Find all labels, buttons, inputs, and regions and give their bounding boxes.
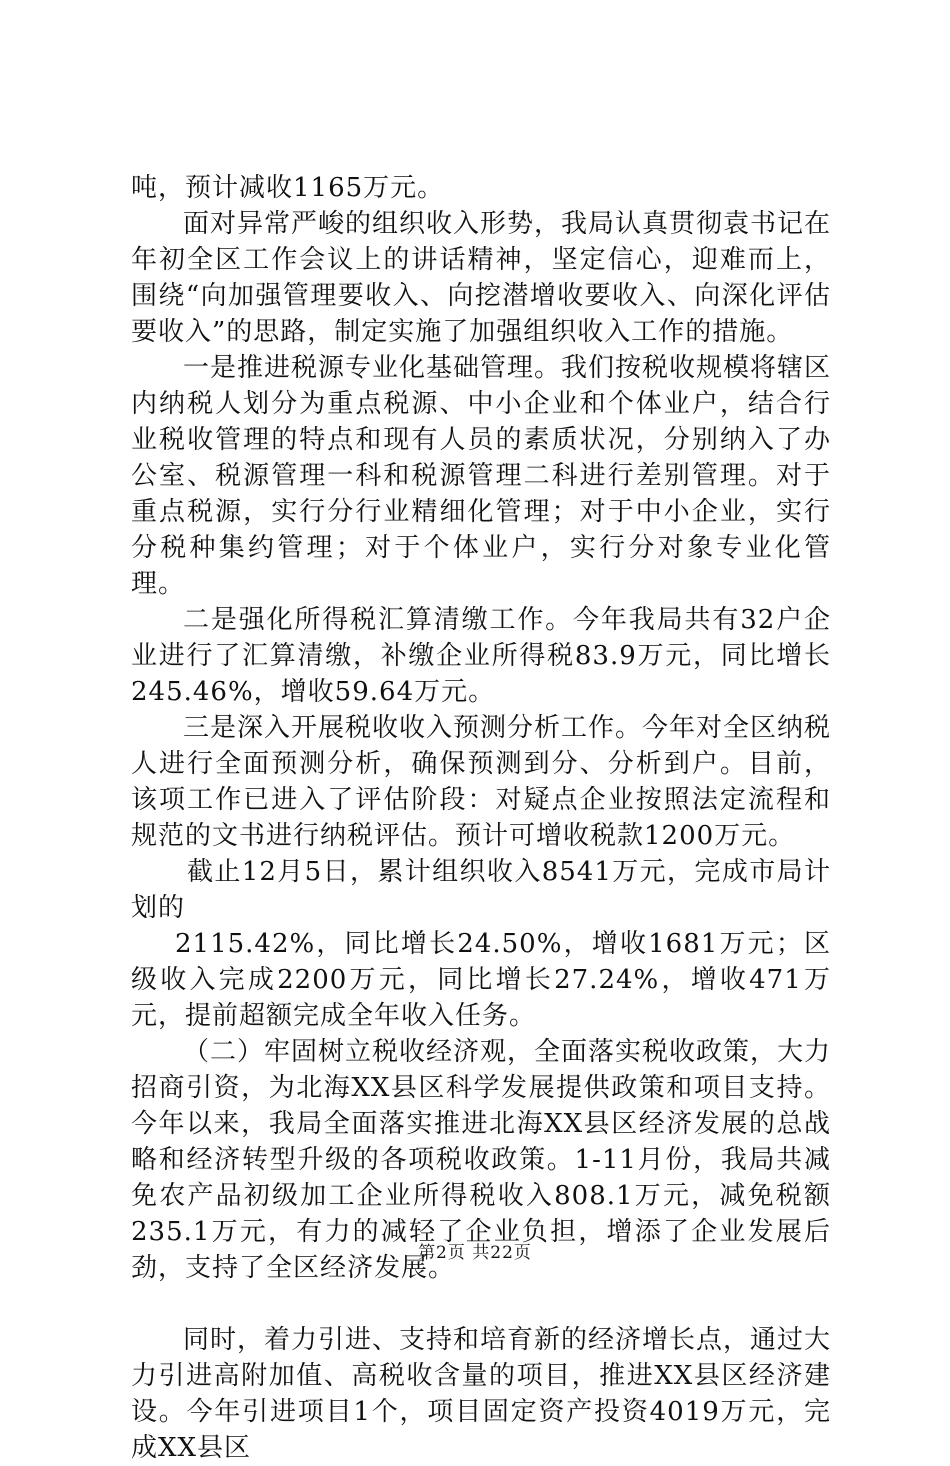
document-body xyxy=(131,170,831,1466)
paragraph-situation: 面对异常严峻的组织收入形势，我局认真贯彻袁书记在年初全区工作会议上的讲话精神，坚定信心，迎难而上，围绕“向加强管理要收入、向挖潜增收要收入、向深化评估要收入”的思路，制定实施了加强组织收入工作的措施。 xyxy=(131,209,832,347)
paragraph-deadline: 截止12月5日，累计组织收入8541万元，完成市局计划的 xyxy=(131,857,831,923)
page-number-footer: 第2页 共22页 xyxy=(418,1243,532,1263)
paragraph-measure-one: 一是推进税源专业化基础管理。我们按税收规模将辖区内纳税人划分为重点税源、中小企业和个体业户，结合行业税收管理的特点和现有人员的素质状况，分别纳入了办公室、税源管理一科和税源管理二科进行差别管理。对于重点税源，实行分行业精细化管理；对于中小企业，实行分税种集约管理；对于个体业户，实行分对象专业化管理。 xyxy=(131,353,832,599)
paragraph-continuation: 吨，预计减收1165万元。 xyxy=(131,173,445,203)
paragraph-section-two: （二）牢固树立税收经济观，全面落实税收政策，大力招商引资，为北海XX县区科学发展提供政策和项目支持。今年以来，我局全面落实推进北海XX县区经济发展的总战略和经济转型升级的各项税收政策。1-11月份，我局共减免农产品初级加工企业所得税收入808.1万元，减免税额235.1万元，有力的减轻了企业负担，增添了企业发展后劲，支持了全区经济发展。 xyxy=(131,1037,832,1283)
paragraph-spacer xyxy=(131,1286,831,1322)
paragraph-measure-two: 二是强化所得税汇算清缴工作。今年我局共有32户企业进行了汇算清缴，补缴企业所得税83.9万元，同比增长245.46%，增收59.64万元。 xyxy=(131,605,831,707)
paragraph-measure-three: 三是深入开展税收收入预测分析工作。今年对全区纳税人进行全面预测分析，确保预测到分、分析到户。目前，该项工作已进入了评估阶段：对疑点企业按照法定流程和规范的文书进行纳税评估。预计可增收税款1200万元。 xyxy=(131,713,832,851)
paragraph-results: 2115.42%，同比增长24.50%，增收1681万元；区级收入完成2200万元，同比增长27.24%，增收471万元，提前超额完成全年收入任务。 xyxy=(131,929,831,1031)
paragraph-investment: 同时，着力引进、支持和培育新的经济增长点，通过大力引进高附加值、高税收含量的项目，推进XX县区经济建设。今年引进项目1个，项目固定资产投资4019万元，完成XX县区 xyxy=(131,1325,832,1463)
